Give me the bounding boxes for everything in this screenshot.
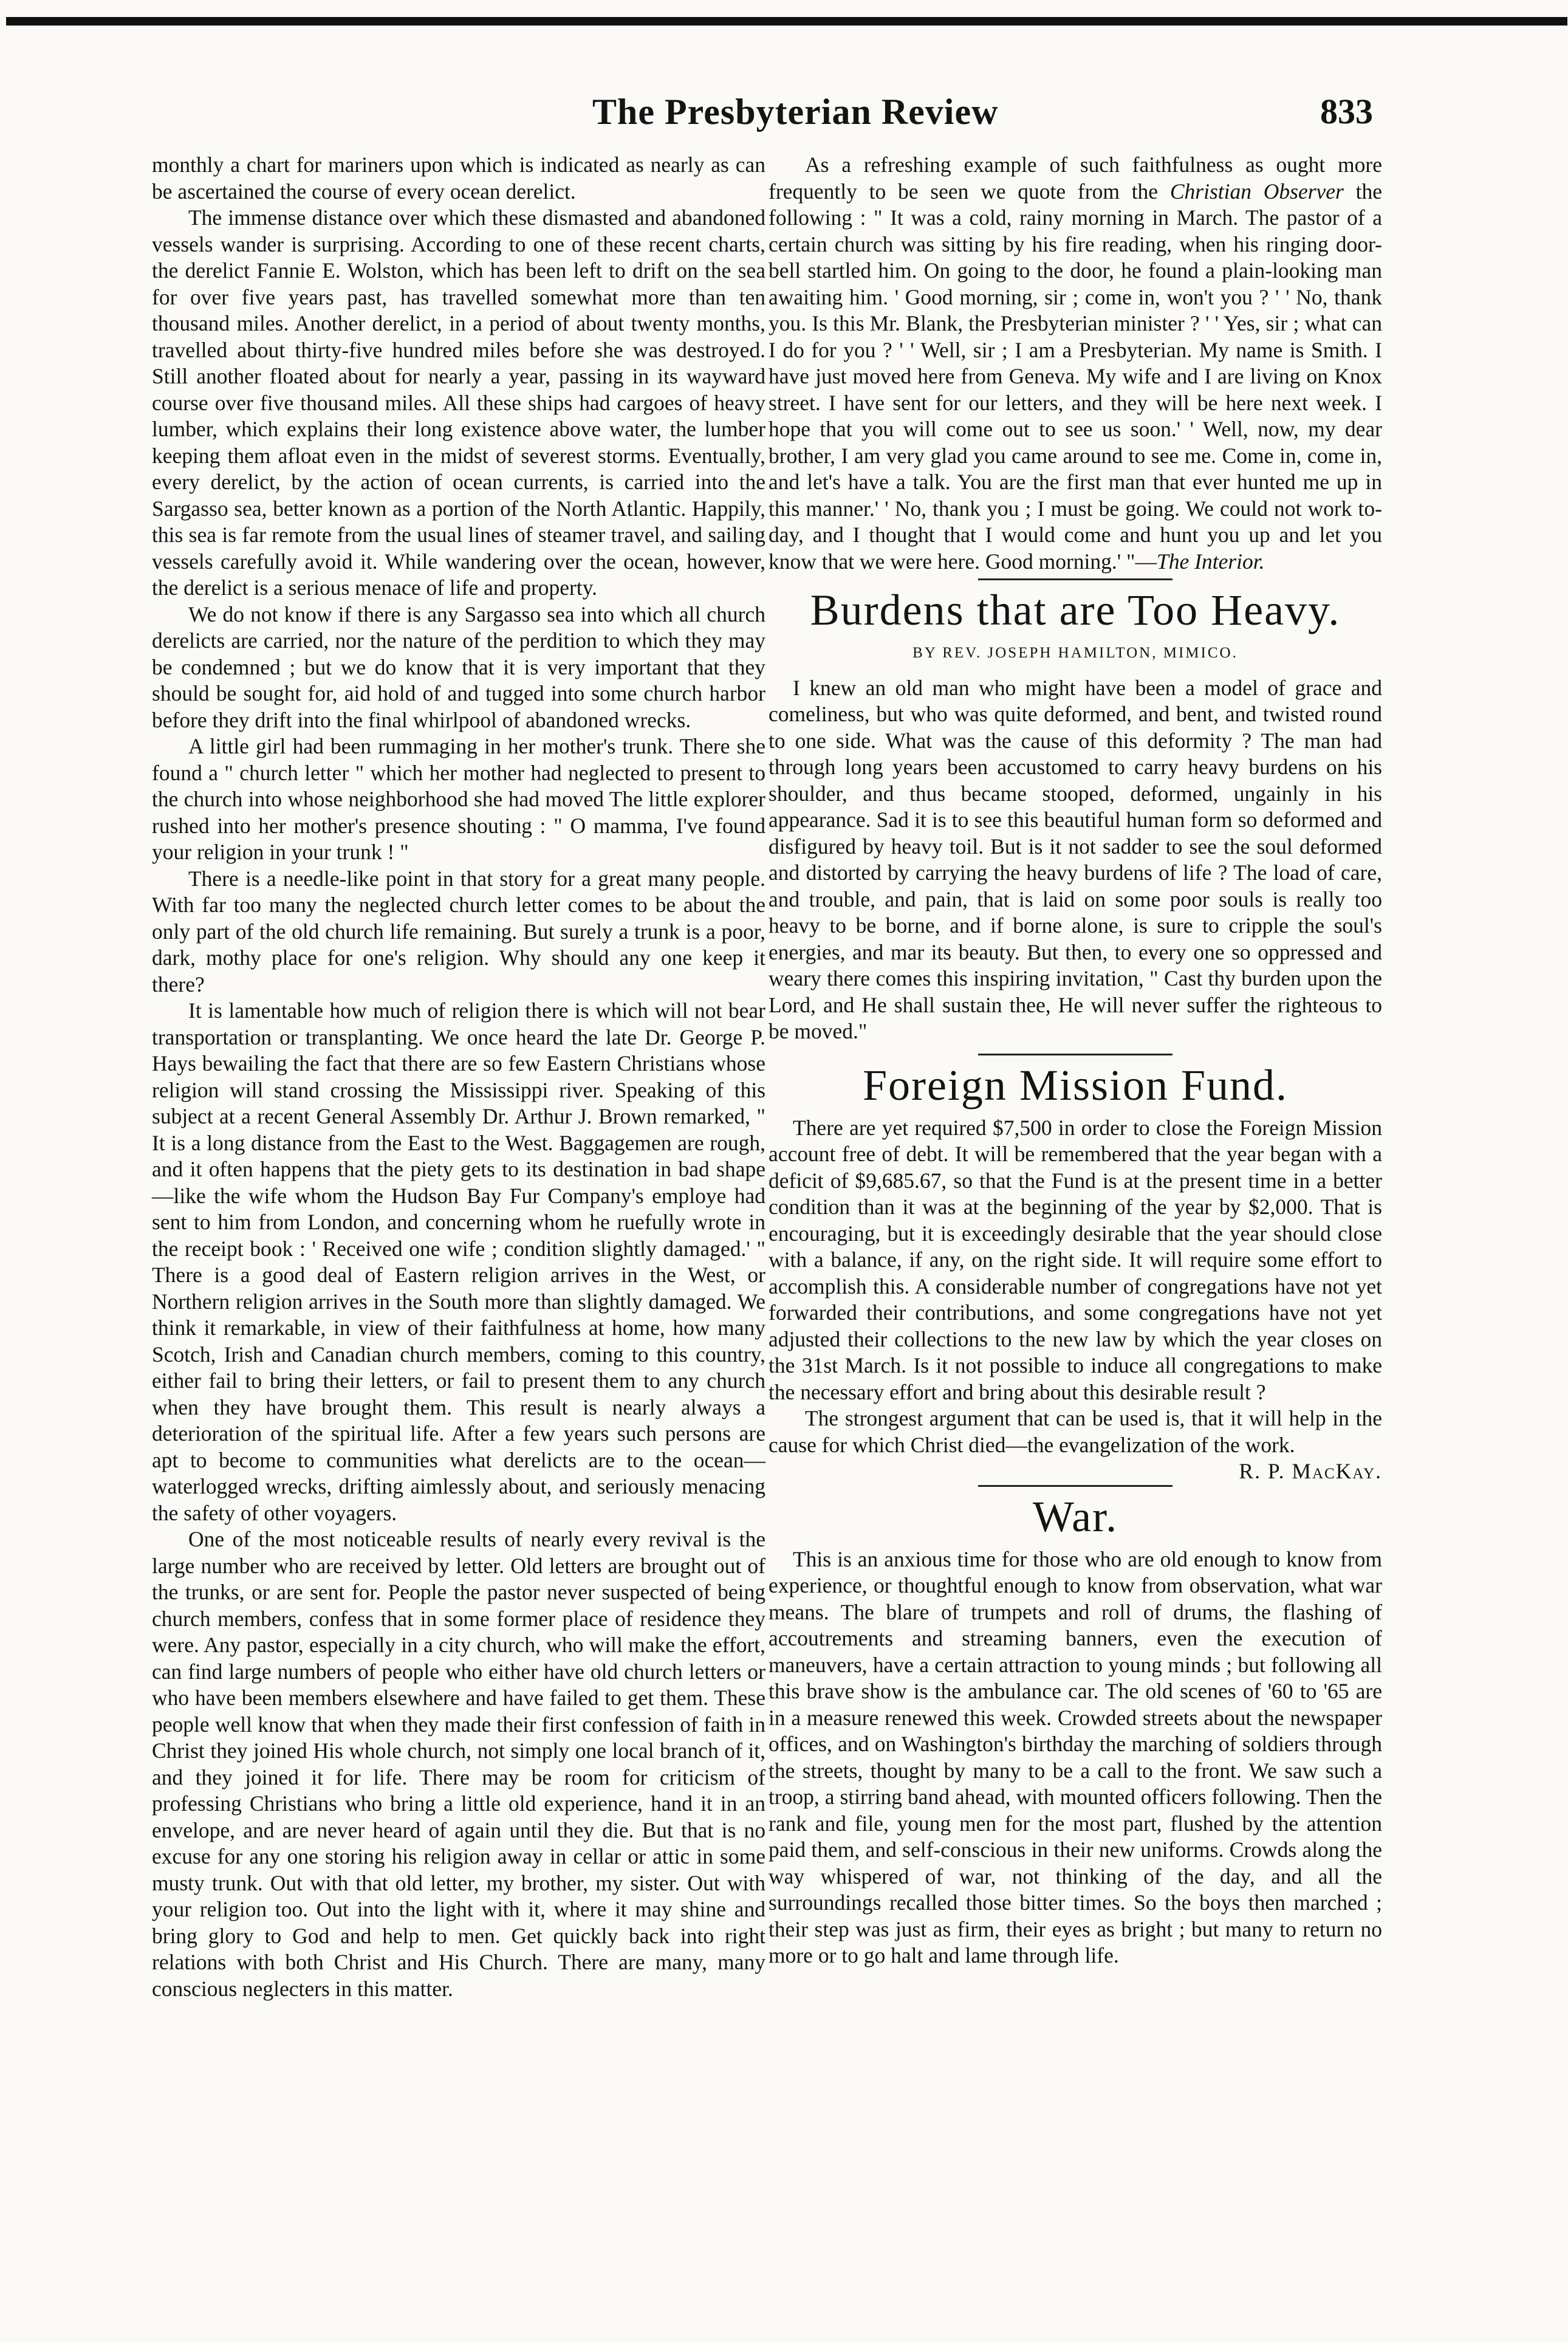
left-column <box>152 152 765 2002</box>
page-number: 833 <box>1320 92 1373 131</box>
signature: R. P. MacKay. <box>1239 1459 1382 1483</box>
paragraph: It is lamentable how much of religion there is which will not bear transportation or transplanting. We once heard the late Dr. George P. Hays bewailing the fact that there are so few Eastern Christians whose religion will stand crossing the Mississippi river. Speaking of this subject at a recent General Assembly Dr. Arthur J. Brown remarked, " It is a long distance from the East to the West. Baggagemen are rough, and it often happens that the piety gets to its destination in bad shape—like the wife whom the Hudson Bay Fur Company's employe had sent to him from London, and concerning whom he ruefully wrote in the receipt book : ' Received one wife ; condition slightly damaged.' " There is a good deal of Eastern religion arrives in the West, or Northern religion arrives in the South more than slightly damaged. We think it remarkable, in view of their faithfulness at home, how many Scotch, Irish and Canadian church members, coming to this country, either fail to bring their letters, or fail to present them to any church when they have brought them. This result is nearly always a deterioration of the spiritual life. After a few years such persons are apt to become to communities what derelicts are to the ocean—waterlogged wrecks, drifting aimlessly about, and seriously menacing the safety of other voyagers. <box>152 998 765 1525</box>
burdens-text: I knew an old man who might have been a model of grace and comeliness, but who was quite deformed, and bent, and twisted round to one side. What was the cause of this deformity ? The man had through long years been accustomed to carry heavy burdens on his shoulder, and thus became stooped, deformed, ungainly in his appearance. Sad it is to see this beautiful human form so deformed and disfigured by heavy toil. But is it not sadder to see the soul deformed and distorted by carrying the heavy burdens of life ? The load of care, and trouble, and pain, that is laid on some poor souls is really too heavy to be borne, and if borne alone, is sure to cripple the soul's energies, and mar its beauty. But then, to every one so oppressed and weary there comes this inspiring invitation, " Cast thy burden upon the Lord, and He shall sustain thee, He will never suffer the righteous to be moved." <box>769 675 1382 1043</box>
burdens-byline: BY REV. JOSEPH HAMILTON, MIMICO. <box>912 645 1238 661</box>
foreign-mission-closing: The strongest argument that can be used is, that it will help in the cause for which Christ died—the evangelization of the work. <box>769 1406 1382 1457</box>
intro-credit: The Interior. <box>1157 549 1265 574</box>
right-column <box>769 152 1382 1969</box>
paragraph: monthly a chart for mariners upon which is indicated as nearly as can be ascertained the course of every ocean derelict. <box>152 153 765 204</box>
paragraph: A little girl had been rummaging in her mother's trunk. There she found a " church letter " which her mother had neglected to present to the church into whose neighborhood she had moved The little explorer rushed into her mother's presence shouting : " O mamma, I've found your religion in your trunk ! " <box>152 734 765 864</box>
paragraph: There is a needle-like point in that story for a great many people. With far too many the neglected church letter comes to be about the only part of the old church life remaining. But surely a trunk is a poor, dark, mothy place for one's religion. Why should any one keep it there? <box>152 866 765 997</box>
intro-text-start: As a refreshing example of such faithfulness as ought more frequently to be seen we quote from the <box>769 153 1382 204</box>
page-header <box>0 91 1464 146</box>
paragraph: The immense distance over which these dismasted and abandoned vessels wander is surprising. According to one of these recent charts, the derelict Fannie E. Wolston, which has been left to drift on the sea for over five years past, has travelled somewhat more than ten thousand miles. Another derelict, in a period of about twenty months, travelled about thirty-five hundred miles before she was destroyed. Still another floated about for nearly a year, passing in its wayward course over five thousand miles. All these ships had cargoes of heavy lumber, which explains their long existence above water, the lumber keeping them afloat even in the midst of severest storms. Eventually, every derelict, by the action of ocean currents, is carried into the Sargasso sea, better known as a portion of the North Atlantic. Happily, this sea is far remote from the usual lines of steamer travel, and sailing vessels carefully avoid it. While wandering over the ocean, however, the derelict is a serious menace of life and property. <box>152 205 765 600</box>
war-headline: War. <box>1032 1492 1118 1541</box>
foreign-mission-paragraph <box>769 1405 1382 1483</box>
section-divider <box>978 1485 1173 1487</box>
section-divider <box>978 1054 1173 1055</box>
intro-paragraph <box>769 152 1382 575</box>
journal-title: The Presbyterian Review <box>592 92 999 132</box>
paragraph: One of the most noticeable results of nearly every revival is the large number who are received by letter. Old letters are brought out of the trunks, or are sent for. People the pastor never suspected of being church members, confess that in some former place of residence they were. Any pastor, especially in a city church, who will make the effort, can find large numbers of people who either have old church letters or who have been members elsewhere and have failed to get them. These people well know that when they made their first confession of faith in Christ they joined His whole church, not simply one local branch of it, and they joined it for life. There may be room for criticism of professing Christians who bring a little old experience, hand it in an envelope, and are never heard of again until they die. But that is no excuse for any one storing his religion away in cellar or attic in some musty trunk. Out with that old letter, my brother, my sister. Out with your religion too. Out into the light with it, where it may shine and bring glory to God and help to men. Get quickly back into right relations with both Christ and His Church. There are many, many conscious neglecters in this matter. <box>152 1527 765 2001</box>
intro-source: Christian Observer <box>1169 179 1344 204</box>
foreign-mission-paragraph: There are yet required $7,500 in order to close the Foreign Mission account free of debt. It will be remembered that the year began with a deficit of $9,685.67, so that the Fund is at the present time in a better condition than it was at the beginning of the year by $2,000. That is encouraging, but it is exceedingly desirable that the year should close with a balance, if any, on the right side. It will require some effort to accomplish this. A considerable number of congregations have not yet forwarded their contributions, and some congregations have not yet adjusted their collections to the new law by which the year closes on the 31st March. Is it not possible to induce all congregations to make the necessary effort and bring about this desirable result ? <box>769 1115 1382 1404</box>
foreign-mission-headline: Foreign Mission Fund. <box>862 1060 1289 1110</box>
war-text: This is an anxious time for those who are old enough to know from experience, or thoughtful enough to know from observation, what war means. The blare of trumpets and roll of drums, the flashing of accoutrements and streaming banners, even the execution of maneuvers, have a certain attraction to young minds ; but following all this brave show is the ambulance car. The old scenes of '60 to '65 are in a measure renewed this week. Crowded streets about the newspaper offices, and on Washington's birthday the marching of soldiers through the streets, thought by many to be a call to the front. We saw such a troop, a stirring band ahead, with mounted officers following. Then the rank and file, young men for the most part, flushed by the attention paid them, and self-conscious in their new uniforms. Crowds along the way whispered of war, not thinking of the day, and all the surroundings recalled those bitter times. So the boys then marched ; their step was just as firm, their eyes as bright ; but many to return no more or to go halt and lame through life. <box>769 1546 1382 1967</box>
paragraph: We do not know if there is any Sargasso sea into which all church derelicts are carried, nor the nature of the perdition to which they may be condemned ; but we do know that it is very important that they should be sought for, aid hold of and tugged into some church harbor before they drift into the final whirlpool of abandoned wrecks. <box>152 602 765 732</box>
intro-text-rest: the following : " It was a cold, rainy morning in March. The pastor of a certain church was sitting by his fire reading, when his ringing door-bell startled him. On going to the door, he found a plain-looking man awaiting him. ' Good morning, sir ; come in, won't you ? ' ' No, thank you. Is this Mr. Blank, the Presbyterian minister ? ' ' Yes, sir ; what can I do for you ? ' ' Well, sir ; I am a Presbyterian. My name is Smith. I have just moved here from Geneva. My wife and I are living on Knox street. I have sent for our letters, and they will be here next week. I hope that you will come out to see us soon.' ' Well, now, my dear brother, I am very glad you came around to see me. Come in, come in, and let's have a talk. You are the first man that ever hunted me up in this manner.' ' No, thank you ; I must be going. We could not work to-day, and I thought that I would come and hunt you up and let you know that we were here. Good morning.' "— <box>769 179 1382 574</box>
section-divider <box>978 578 1173 580</box>
top-border-rule <box>6 17 1567 26</box>
burdens-headline: Burdens that are Too Heavy. <box>810 586 1341 634</box>
